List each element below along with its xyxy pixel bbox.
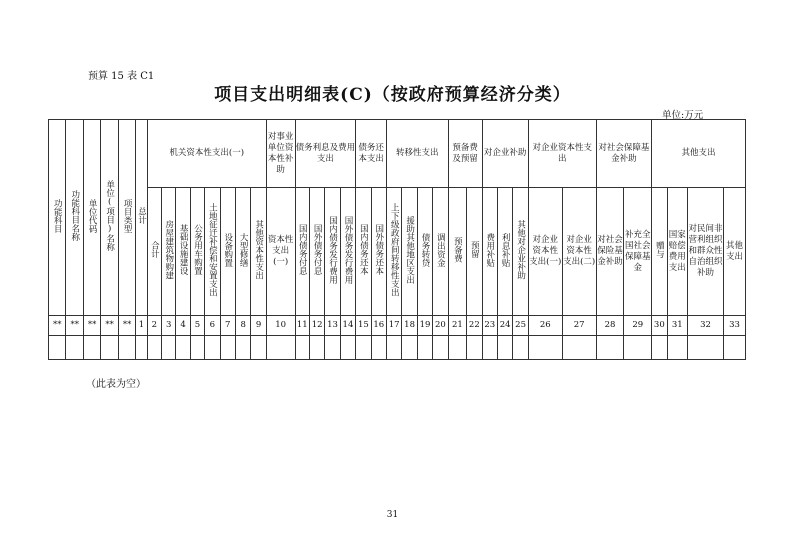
index-row: [49, 316, 746, 336]
col-foreign-debt-interest: 国外债务付息: [309, 188, 324, 316]
col-infrastructure: 基础设施建设: [176, 188, 190, 316]
table-cell: [220, 336, 235, 360]
col-social-insurance-fund-subsidy: 对社会保险基金补助: [596, 188, 624, 316]
col-domestic-debt-fees: 国内债务发行费用: [325, 188, 340, 316]
index-cell: 31: [667, 316, 688, 336]
index-cell: 2: [147, 316, 161, 336]
table-cell: [205, 336, 220, 360]
index-cell: **: [101, 316, 118, 336]
index-cell: 19: [417, 316, 432, 336]
empty-table-note: （此表为空）: [86, 379, 146, 390]
index-cell: 8: [235, 316, 250, 336]
table-cell: [667, 336, 688, 360]
table-cell: [433, 336, 448, 360]
table-cell: [176, 336, 190, 360]
index-cell: 27: [562, 316, 596, 336]
col-intergovernmental-transfer: 上下级政府间转移性支出: [386, 188, 401, 316]
col-domestic-debt-principal: 国内债务还本: [356, 188, 371, 316]
index-cell: 24: [497, 316, 512, 336]
col-building-purchase: 房屋建筑物购建: [162, 188, 176, 316]
index-cell: 30: [652, 316, 667, 336]
group-debt-interest-fees: 债务利息及费用支出: [295, 120, 356, 188]
index-cell: 12: [309, 316, 324, 336]
table-cell: [482, 336, 497, 360]
table-cell: [325, 336, 340, 360]
col-other-expenditure: 其他支出: [724, 188, 746, 316]
col-official-vehicle: 公务用车购置: [190, 188, 204, 316]
table-cell: [402, 336, 417, 360]
index-cell: 17: [386, 316, 401, 336]
unit-label: 单位:万元: [662, 110, 704, 121]
table-cell: [356, 336, 371, 360]
table-cell: [562, 336, 596, 360]
col-domestic-debt-interest: 国内债务付息: [295, 188, 309, 316]
col-foreign-debt-principal: 国外债务还本: [371, 188, 386, 316]
index-cell: 23: [482, 316, 497, 336]
index-cell: 4: [176, 316, 190, 336]
index-cell: 11: [295, 316, 309, 336]
index-cell: 25: [513, 316, 528, 336]
col-state-compensation: 国家赔偿费用支出: [667, 188, 688, 316]
col-enterprise-capital-1: 对企业资本性支出(一): [528, 188, 562, 316]
table-cell: [513, 336, 528, 360]
table-cell: [596, 336, 624, 360]
table-cell: [624, 336, 652, 360]
table-cell: [49, 336, 66, 360]
index-cell: 29: [624, 316, 652, 336]
table-cell: [528, 336, 562, 360]
table-cell: [118, 336, 135, 360]
table-cell: [417, 336, 432, 360]
group-other-expenditure: 其他支出: [652, 120, 746, 188]
col-enterprise-capital-2: 对企业资本性支出(二): [562, 188, 596, 316]
header-unit-name: 单位(项目)名称: [101, 120, 118, 316]
index-cell: 3: [162, 316, 176, 336]
col-other-capital: 其他资本性支出: [251, 188, 266, 316]
header-func-subject-name: 功能科目名称: [66, 120, 83, 316]
col-aid-other-regions: 援助其他地区支出: [402, 188, 417, 316]
table-cell: [688, 336, 724, 360]
table-cell: [235, 336, 250, 360]
index-cell: 22: [467, 316, 482, 336]
table-cell: [251, 336, 266, 360]
index-cell: **: [118, 316, 135, 336]
index-cell: 26: [528, 316, 562, 336]
table-cell: [66, 336, 83, 360]
col-subtotal: 合计: [147, 188, 161, 316]
group-reserve: 预备费及预留: [448, 120, 482, 188]
header-project-type: 项目类型: [118, 120, 135, 316]
group-gov-capital-expenditure: 机关资本性支出(一): [147, 120, 266, 188]
index-cell: 21: [448, 316, 467, 336]
table-cell: [136, 336, 147, 360]
col-equipment: 设备购置: [220, 188, 235, 316]
group-public-institution-capital-subsidy: 对事业单位资本性补助: [266, 120, 295, 188]
index-cell: 10: [266, 316, 295, 336]
header-total: 总计: [136, 120, 147, 316]
table-cell: [162, 336, 176, 360]
index-cell: 7: [220, 316, 235, 336]
group-transfer-expenditure: 转移性支出: [386, 120, 448, 188]
table-cell: [371, 336, 386, 360]
form-code: 预算 15 表 C1: [88, 71, 155, 82]
table-cell: [652, 336, 667, 360]
group-enterprise-subsidy: 对企业补助: [482, 120, 528, 188]
col-interest-subsidy: 利息补贴: [497, 188, 512, 316]
table-cell: [266, 336, 295, 360]
expenditure-table: [48, 119, 746, 360]
col-donation: 赠与: [652, 188, 667, 316]
index-cell: 6: [205, 316, 220, 336]
page-number: 31: [386, 510, 399, 520]
index-cell: 28: [596, 316, 624, 336]
col-national-social-security-fund: 补充全国社会保障基金: [624, 188, 652, 316]
page-title: 项目支出明细表(C)（按政府预算经济分类）: [214, 85, 571, 105]
index-cell: 5: [190, 316, 204, 336]
col-nonprofit-subsidy: 对民间非营利组织和群众性自治组织补助: [688, 188, 724, 316]
group-debt-principal: 债务还本支出: [356, 120, 387, 188]
table-cell: [190, 336, 204, 360]
index-cell: 13: [325, 316, 340, 336]
table-cell: [467, 336, 482, 360]
index-cell: 9: [251, 316, 266, 336]
group-social-security-fund-subsidy: 对社会保障基金补助: [596, 120, 652, 188]
col-capital-expenditure-1: 资本性支出(一): [266, 188, 295, 316]
index-cell: 16: [371, 316, 386, 336]
col-funds-transfer-out: 调出资金: [433, 188, 448, 316]
col-major-repair: 大型修缮: [235, 188, 250, 316]
header-unit-code: 单位代码: [83, 120, 100, 316]
col-expense-subsidy: 费用补贴: [482, 188, 497, 316]
index-cell: **: [49, 316, 66, 336]
table-cell: [101, 336, 118, 360]
col-debt-onlending: 债务转贷: [417, 188, 432, 316]
header-func-subject: 功能科目: [49, 120, 66, 316]
index-cell: 14: [340, 316, 355, 336]
col-foreign-debt-fees: 国外债务发行费用: [340, 188, 355, 316]
col-other-enterprise-subsidy: 其他对企业补助: [513, 188, 528, 316]
index-cell: **: [66, 316, 83, 336]
table-cell: [295, 336, 309, 360]
table-cell: [724, 336, 746, 360]
col-reserved: 预留: [467, 188, 482, 316]
table-cell: [309, 336, 324, 360]
table-cell: [83, 336, 100, 360]
col-land-compensation: 土地征迁补偿和安置支出: [205, 188, 220, 316]
table-cell: [497, 336, 512, 360]
table-cell: [448, 336, 467, 360]
table-cell: [147, 336, 161, 360]
index-cell: 1: [136, 316, 147, 336]
col-reserve-fund: 预备费: [448, 188, 467, 316]
group-enterprise-capital-expenditure: 对企业资本性支出: [528, 120, 596, 188]
index-cell: 32: [688, 316, 724, 336]
index-cell: 18: [402, 316, 417, 336]
index-cell: **: [83, 316, 100, 336]
empty-data-row: [49, 336, 746, 360]
index-cell: 20: [433, 316, 448, 336]
index-cell: 15: [356, 316, 371, 336]
index-cell: 33: [724, 316, 746, 336]
table-cell: [340, 336, 355, 360]
table-cell: [386, 336, 401, 360]
